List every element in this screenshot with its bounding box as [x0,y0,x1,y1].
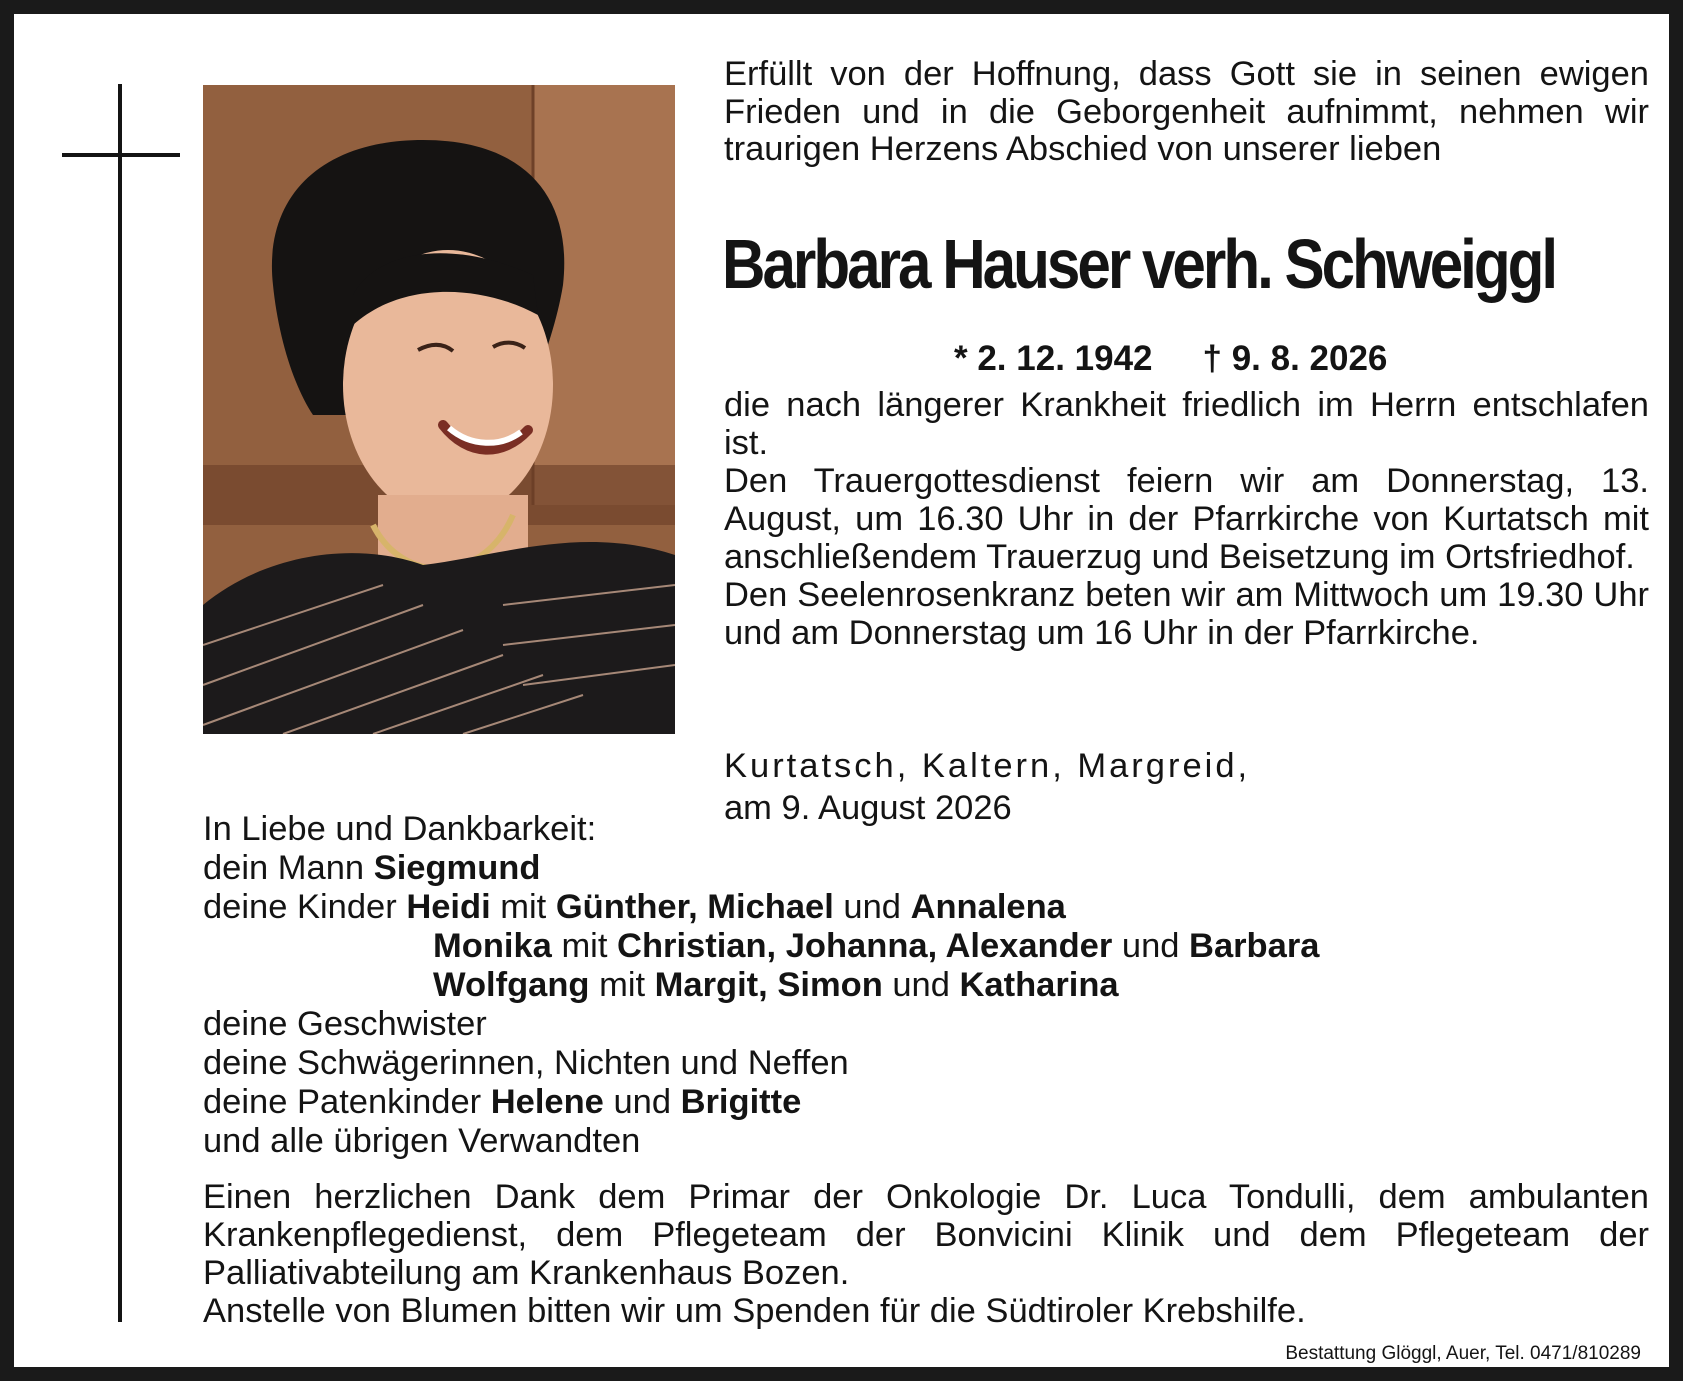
funeral-home-footer: Bestattung Glöggl, Auer, Tel. 0471/810289 [1285,1343,1641,1364]
child-name: Heidi [406,888,491,926]
children-label: deine Kinder [203,888,407,926]
place-line: Kurtatsch, Kaltern, Margreid, [724,747,1251,785]
family-relatives: und alle übrigen Verwandten [203,1122,641,1160]
donation-text: Anstelle von Blumen bitten wir um Spenden für die Südtiroler Krebshilfe. [203,1292,1306,1330]
place-date: am 9. August 2026 [724,789,1012,827]
child-name: Wolfgang [433,966,590,1004]
connector: und [603,1083,681,1121]
paragraph-passing: die nach längerer Krankheit friedlich im Herrn entschlafen ist. [724,386,1649,462]
cross-icon-horizontal [62,153,180,157]
paragraph-rosary: Den Seelenrosenkranz beten wir am Mittwoch um 19.30 Uhr und am Donnerstag um 16 Uhr in der Pfarrkirche. [724,576,1649,652]
child-family: Katharina [959,966,1119,1004]
family-siblings: deine Geschwister [203,1005,487,1043]
connector: mit [551,927,618,965]
deceased-name: Barbara Hauser verh. Schweiggl [722,225,1556,303]
child-family: Annalena [910,888,1066,926]
connector: und [833,888,911,926]
connector: und [1112,927,1190,965]
cross-icon-vertical [118,84,122,1322]
godchildren-label: deine Patenkinder [203,1083,491,1121]
family-intro: In Liebe und Dankbarkeit: [203,810,597,848]
child-name: Monika [433,927,552,965]
family-children-1 [203,888,1319,927]
connector: und [882,966,960,1004]
child-family: Christian, Johanna, Alexander [617,927,1113,965]
family-husband [203,849,1319,888]
intro-text: Erfüllt von der Hoffnung, dass Gott sie in seinen ewigen Frieden und in die Geborgenheit aufnimmt, nehmen wir traurigen Herzens Abschied von unserer lieben [724,55,1649,168]
child-family: Günther, Michael [555,888,834,926]
family-children-2 [203,927,1319,966]
connector: mit [490,888,556,926]
family-inlaws: deine Schwägerinnen, Nichten und Neffen [203,1044,849,1082]
birth-date: * 2. 12. 1942 [954,339,1153,378]
family-children-3 [203,966,1319,1005]
godchild-name: Brigitte [680,1083,802,1121]
family-list [203,810,1319,1161]
announcement-text [724,386,1649,652]
husband-name: Siegmund [373,849,541,887]
family-godchildren [203,1083,1319,1122]
obituary-card [14,14,1669,1367]
husband-label: dein Mann [203,849,374,887]
death-date: † 9. 8. 2026 [1202,339,1388,378]
connector: mit [589,966,655,1004]
portrait-photo [203,85,675,734]
paragraph-funeral: Den Trauergottesdienst feiern wir am Donnerstag, 13. August, um 16.30 Uhr in der Pfarrkirche von Kurtatsch mit anschließendem Trauerzug und Beisetzung im Ortsfriedhof. [724,462,1649,576]
thanks-text: Einen herzlichen Dank dem Primar der Onkologie Dr. Luca Tondulli, dem ambulanten Krankenpflegedienst, dem Pflegeteam der Bonvicini Klinik und dem Pflegeteam der Palliativabteilung am Krankenhaus Bozen. [203,1178,1649,1292]
child-family: Margit, Simon [654,966,883,1004]
child-family: Barbara [1189,927,1320,965]
godchild-name: Helene [490,1083,604,1121]
life-dates [954,339,1387,379]
